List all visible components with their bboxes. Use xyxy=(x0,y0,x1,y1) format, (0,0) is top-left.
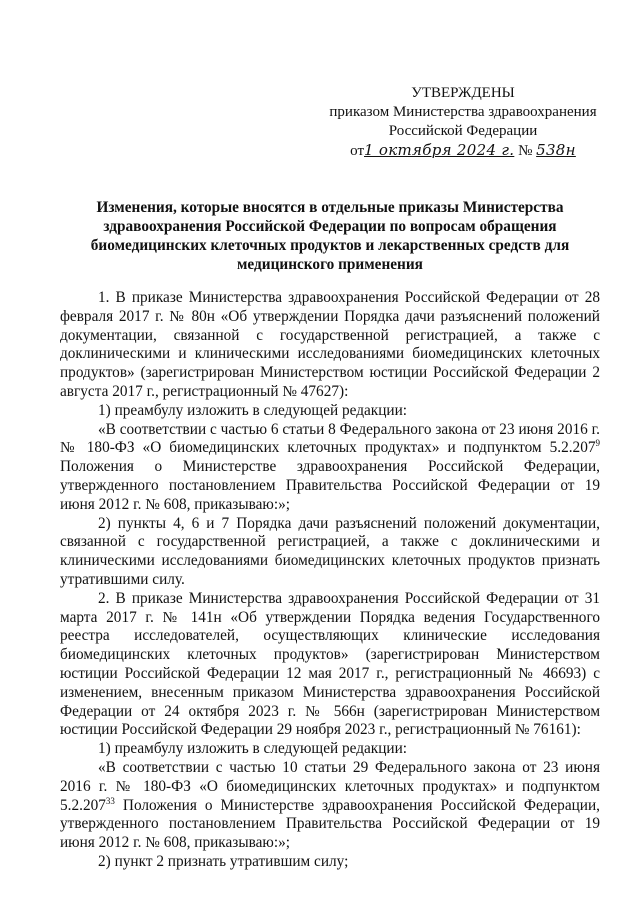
approval-heading: УТВЕРЖДЕНЫ xyxy=(411,85,515,101)
approval-order-line: приказом Министерства здравоохранения xyxy=(329,104,597,120)
paragraph-text: Положения о Министерстве здравоохранения Российской Федерации, утвержденного постановлением Правительства Российской Федерации от 19 июня 2012 г. № 608, приказываю:»; xyxy=(60,458,600,513)
date-prefix: от xyxy=(350,143,364,159)
paragraph: 1) преамбулу изложить в следующей редакции: xyxy=(98,401,408,419)
paragraph-text: Положения о Министерстве здравоохранения Российской Федерации, утвержденного постановлением Правительства Российской Федерации от 19 июня 2012 г. № 608, приказываю:»; xyxy=(60,796,600,852)
number-prefix: № xyxy=(518,143,533,159)
approval-date-line xyxy=(318,141,608,161)
handwritten-number: 538н xyxy=(536,141,576,159)
approval-country-line: Российской Федерации xyxy=(388,123,538,139)
paragraph: 2. В приказе Министерства здравоохранения Российской Федерации от 31 марта 2017 г. № 141н «Об утверждении Порядка ведения Государственного реестра исследователей, осуществляющих клинические исследования биомедицинских клеточных продуктов» (зарегистрирован Министерством юстиции Российской Федерации 12 мая 2017 г., регистрационный № 46693) с изменением, внесенным приказом Министерства здравоохранения Российской Федерации от 24 октября 2023 г. № 566н (зарегистрирован Министерством юстиции Российской Федерации 29 ноября 2023 г., регистрационный № 76161): xyxy=(60,589,600,739)
approval-stamp-block xyxy=(318,84,608,161)
paragraph: 2) пункты 4, 6 и 7 Порядка дачи разъяснений положений документации, связанной с государственной регистрацией, а также с доклиническими и клиническими исследованиями биомедицинских клеточных продуктов признать утратившими силу. xyxy=(60,514,600,588)
paragraph-text: «В соответствии с частью 10 статьи 29 Федерального закона от 23 июня 2016 г. № 180-ФЗ «О биомедицинских клеточных продуктах» и подпунктом 5.2.207 xyxy=(60,758,600,814)
document-body xyxy=(60,289,600,872)
paragraph: 2) пункт 2 признать утратившим силу; xyxy=(98,852,349,870)
paragraph xyxy=(60,759,600,853)
paragraph xyxy=(60,421,600,515)
paragraph: 1. В приказе Министерства здравоохранения Российской Федерации от 28 февраля 2017 г. № 80н «Об утверждении Порядка дачи разъяснений положений документации, связанной с государственной регистрацией, а также с доклиническими и клиническими исследованиями биомедицинских клеточных продуктов» (зарегистрирован Министерством юстиции Российской Федерации 2 августа 2017 г., регистрационный № 47627): xyxy=(60,289,600,400)
footnote-marker: 33 xyxy=(105,795,115,806)
handwritten-date: 1 октября 2024 г. xyxy=(364,141,515,159)
footnote-marker: 9 xyxy=(595,438,600,449)
document-title: Изменения, которые вносятся в отдельные приказы Министерства здравоохранения Российской Федерации по вопросам обращения биомедицинских клеточных продуктов и лекарственных средств для медицинского применения xyxy=(90,199,570,273)
paragraph: 1) преамбулу изложить в следующей редакции: xyxy=(98,740,408,758)
paragraph-text: «В соответствии с частью 6 статьи 8 Федерального закона от 23 июня 2016 г. № 180-ФЗ «О биомедицинских клеточных продуктах» и подпунктом 5.2.207 xyxy=(60,420,600,457)
